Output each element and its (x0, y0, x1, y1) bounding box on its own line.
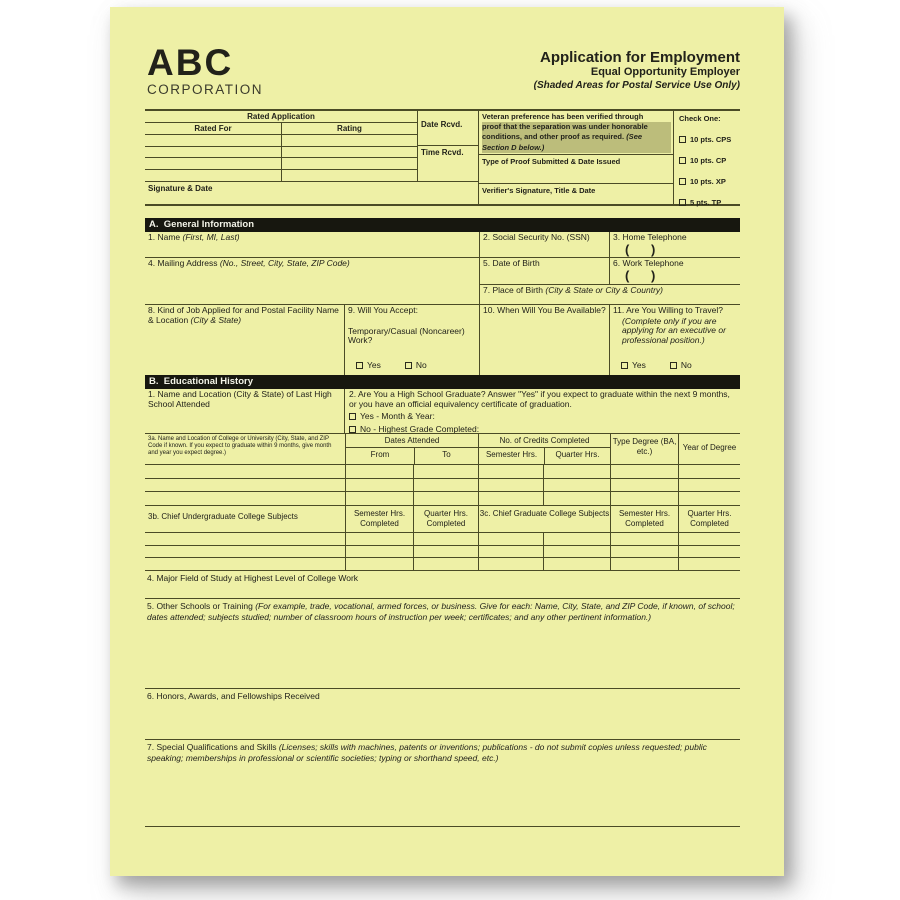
semester-cell (345, 533, 413, 545)
college-table-header (145, 434, 740, 464)
row-address-birth-phone (145, 258, 740, 305)
semester-cell (478, 479, 543, 492)
mailing-address-label: 4. Mailing Address (148, 258, 220, 268)
rated-blank-row (145, 170, 417, 181)
quarter-cell (678, 558, 740, 570)
graduate-no-label: No - Highest Grade Completed: (360, 423, 480, 434)
signature-date-field: Signature & Date (145, 181, 478, 204)
from-cell (345, 479, 413, 492)
points-option-label: 5 pts. TP (690, 198, 722, 207)
points-option (679, 156, 740, 165)
veteran-preference-box (478, 111, 740, 207)
rated-blank-row (145, 158, 417, 170)
subject-cell (543, 558, 610, 570)
points-option-label: 10 pts. CP (690, 156, 727, 165)
graduate-yes-option (349, 412, 738, 422)
name-label: 1. Name (148, 232, 183, 242)
semester-completed-header: Semester Hrs. Completed (345, 506, 413, 532)
rated-for-field (145, 147, 282, 158)
high-school-row (145, 389, 740, 433)
checkbox-icon (670, 362, 677, 369)
from-header: From (370, 450, 390, 459)
semester-cell (478, 492, 543, 505)
row-job-accept-available-travel (145, 305, 740, 375)
year-degree-header: Year of Degree (678, 434, 740, 464)
subjects-blank-row (145, 532, 740, 545)
rating-field (282, 170, 417, 181)
place-of-birth-field (480, 285, 740, 304)
mailing-address-field (145, 258, 480, 304)
company-name: ABC (147, 42, 234, 83)
veteran-statement-intro: Veteran preference has been verified through (482, 112, 644, 121)
time-received-field: Time Rcvd. (421, 148, 464, 157)
when-available-field: 10. When Will You Be Available? (480, 305, 610, 375)
yes-label: Yes (367, 359, 381, 370)
quarter-cell (678, 533, 740, 545)
rated-blank-row (145, 135, 417, 147)
no-option (405, 361, 427, 371)
other-schools-field (145, 598, 740, 688)
subjects-blank-row (145, 545, 740, 558)
subject-cell (145, 533, 345, 545)
subject-cell (543, 546, 610, 558)
quarter-cell (413, 558, 478, 570)
date-of-birth-field: 5. Date of Birth (480, 258, 610, 284)
no-label: No (680, 359, 692, 370)
veteran-statement (479, 111, 673, 155)
date-received-field: Date Rcvd. (418, 111, 478, 146)
row-dob-workphone (480, 258, 740, 285)
rated-application-table (145, 111, 478, 204)
rating-field (282, 135, 417, 146)
special-qualifications-field (145, 739, 740, 827)
check-one-label: Check One: (679, 114, 721, 123)
to-cell (413, 465, 478, 478)
quarter-hrs-header: Quarter Hrs. (544, 448, 610, 464)
row-name-ssn-phone (145, 232, 740, 258)
no-option (670, 361, 692, 371)
college-name-cell (145, 479, 345, 492)
veteran-preference-main (479, 111, 673, 204)
semester-cell (478, 465, 543, 478)
form-content (145, 7, 740, 876)
semester-cell (345, 546, 413, 558)
type-of-proof-field: Type of Proof Submitted & Date Issued (479, 155, 673, 184)
credits-header: No. of Credits Completed (479, 434, 610, 448)
checkbox-icon (679, 136, 686, 143)
veteran-shaded-text: proof that the separation was under honorable conditions, and other proof as required. (482, 122, 648, 142)
from-to-row (346, 448, 478, 464)
received-column (417, 111, 478, 181)
college-blank-row (145, 464, 740, 478)
quarter-completed-header: Quarter Hrs. Completed (413, 506, 478, 532)
work-telephone-label: 6. Work Telephone (613, 258, 684, 268)
application-form-page (110, 7, 784, 876)
section-a-header: A. General Information (145, 218, 740, 232)
rated-for-field (145, 135, 282, 146)
rated-blank-row (145, 147, 417, 159)
to-cell (413, 492, 478, 505)
points-option-label: 10 pts. CPS (690, 135, 732, 144)
semester-completed-header: Semester Hrs. Completed (610, 506, 678, 532)
subject-cell (478, 533, 543, 545)
year-cell (678, 492, 740, 505)
rated-for-header: Rated For (145, 123, 282, 134)
special-qualifications-label: 7. Special Qualifications and Skills (147, 742, 279, 752)
from-cell (345, 492, 413, 505)
points-option (679, 198, 740, 207)
willing-to-travel-field (610, 305, 740, 375)
place-of-birth-hint: (City & State or City & Country) (545, 285, 663, 295)
name-field (145, 232, 480, 257)
to-header: To (414, 448, 478, 464)
willing-to-travel-label: 11. Are You Willing to Travel? (613, 305, 723, 315)
year-cell (678, 479, 740, 492)
sem-qtr-row (479, 448, 610, 464)
shaded-areas-note: (Shaded Areas for Postal Service Use Only) (533, 80, 740, 91)
rated-application-grid (145, 111, 478, 181)
checkbox-icon (349, 413, 356, 420)
form-title-block (145, 49, 740, 92)
points-option-label: 10 pts. XP (690, 177, 726, 186)
to-cell (413, 479, 478, 492)
checkbox-icon (679, 157, 686, 164)
kind-of-job-field (145, 305, 345, 375)
section-a-grid (145, 232, 740, 375)
rating-header: Rating (337, 124, 362, 133)
hs-graduate-field (345, 389, 740, 433)
other-schools-label: 5. Other Schools or Training (147, 601, 256, 611)
major-field-of-study-field: 4. Major Field of Study at Highest Level of College Work (145, 570, 740, 598)
home-telephone-label: 3. Home Telephone (613, 232, 687, 242)
checkbox-icon (356, 362, 363, 369)
kind-of-job-label: 8. Kind of Job Applied for and Postal Facility Name & Location (148, 305, 339, 325)
college-blank-row (145, 491, 740, 505)
no-label: No (415, 359, 427, 370)
veteran-section-d-reference: (See Section D below.) (482, 132, 643, 152)
rated-application-title: Rated Application (145, 111, 417, 123)
from-cell (345, 465, 413, 478)
checkbox-icon (679, 199, 686, 206)
mailing-address-hint: (No., Street, City, State, ZIP Code) (219, 258, 350, 268)
right-subgrid (480, 258, 740, 304)
subject-cell (478, 546, 543, 558)
postal-use-tables (145, 109, 740, 206)
quarter-cell (543, 465, 610, 478)
other-schools-hint: (For example, trade, vocational, armed forces, or business. Give for each: Name, City, State, and ZIP Code, if known, of school; dates attended; subjects studied; number of classroom hours of instruction per week; certificates; and any other pertinent information.) (147, 601, 735, 622)
form-subtitle: Equal Opportunity Employer (590, 66, 740, 78)
phone-parentheses: ( ) (625, 241, 656, 257)
rated-for-field (145, 158, 282, 169)
subject-cell (543, 533, 610, 545)
semester-cell (610, 558, 678, 570)
checkbox-icon (349, 426, 356, 433)
rating-field (282, 147, 417, 158)
checkbox-icon (621, 362, 628, 369)
company-suffix: CORPORATION (147, 82, 264, 97)
year-cell (678, 465, 740, 478)
high-school-field: 1. Name and Location (City & State) of Last High School Attended (145, 389, 345, 433)
college-table (145, 433, 740, 505)
verifier-signature-field: Verifier's Signature, Title & Date (482, 186, 596, 195)
semester-hrs-header: Semester Hrs. (485, 450, 538, 459)
college-name-header: 3a. Name and Location of College or University (City, State, and ZIP Code if known. If you expect to graduate within 9 months, give month and year you expect degree.) (148, 436, 332, 456)
semester-cell (345, 558, 413, 570)
hs-graduate-question: 2. Are You a High School Graduate? Answer "Yes" if you expect to graduate within the next 9 months, or you have an official equivalency certificate of graduation. (349, 389, 730, 409)
home-telephone-field (610, 232, 740, 257)
place-of-birth-label: 7. Place of Birth (483, 285, 546, 295)
college-name-cell (145, 465, 345, 478)
quarter-cell (543, 479, 610, 492)
graduate-yes-label: Yes - Month & Year: (360, 411, 435, 421)
special-qualifications-hint: (Licenses; skills with machines, patents or inventions; publications - do not submit copies unless requested; public speaking; memberships in professional or scientific societies; typing or shorthand speed, etc.) (147, 742, 707, 763)
yes-no-row (356, 361, 477, 371)
subject-cell (145, 546, 345, 558)
quarter-cell (413, 546, 478, 558)
phone-parentheses: ( ) (625, 267, 656, 283)
subjects-blank-row (145, 557, 740, 570)
subjects-table-header (145, 506, 740, 532)
yes-no-row (621, 361, 738, 371)
name-hint: (First, MI, Last) (182, 232, 240, 242)
form-title: Application for Employment (539, 49, 740, 66)
college-blank-row (145, 478, 740, 492)
work-telephone-field (610, 258, 740, 284)
rated-for-field (145, 170, 282, 181)
graduate-subjects-header: 3c. Chief Graduate College Subjects (478, 506, 610, 532)
kind-of-job-hint: (City & State) (190, 314, 242, 325)
rated-header-row (145, 123, 417, 135)
will-you-accept-label: 9. Will You Accept: (348, 305, 418, 315)
quarter-cell (413, 533, 478, 545)
rating-field (282, 158, 417, 169)
type-degree-header: Type Degree (BA, etc.) (610, 434, 678, 464)
yes-option (356, 361, 381, 371)
veteran-statement-shaded-area (482, 122, 671, 153)
semester-cell (610, 533, 678, 545)
degree-cell (610, 492, 678, 505)
points-option (679, 135, 740, 144)
quarter-cell (543, 492, 610, 505)
yes-option (621, 361, 646, 371)
yes-label: Yes (632, 359, 646, 370)
section-b-header: B. Educational History (145, 375, 740, 389)
quarter-cell (678, 546, 740, 558)
degree-cell (610, 465, 678, 478)
subject-cell (145, 558, 345, 570)
will-you-accept-field (345, 305, 480, 375)
undergrad-subjects-header: 3b. Chief Undergraduate College Subjects (148, 512, 298, 521)
quarter-completed-header: Quarter Hrs. Completed (678, 506, 740, 532)
honors-awards-field: 6. Honors, Awards, and Fellowships Received (145, 688, 740, 739)
temporary-casual-label: Temporary/Casual (Noncareer) Work? (348, 325, 465, 345)
ssn-field: 2. Social Security No. (SSN) (480, 232, 610, 257)
subject-cell (478, 558, 543, 570)
check-one-column (673, 111, 740, 207)
checkbox-icon (679, 178, 686, 185)
degree-cell (610, 479, 678, 492)
semester-cell (610, 546, 678, 558)
dates-attended-header: Dates Attended (346, 434, 478, 448)
college-name-cell (145, 492, 345, 505)
dates-attended-group (345, 434, 478, 464)
checkbox-icon (405, 362, 412, 369)
travel-note: (Complete only if you are applying for an executive or professional position.) (622, 315, 726, 345)
subjects-table (145, 505, 740, 570)
points-option (679, 177, 740, 186)
rated-columns (145, 111, 417, 181)
credits-group (478, 434, 610, 464)
